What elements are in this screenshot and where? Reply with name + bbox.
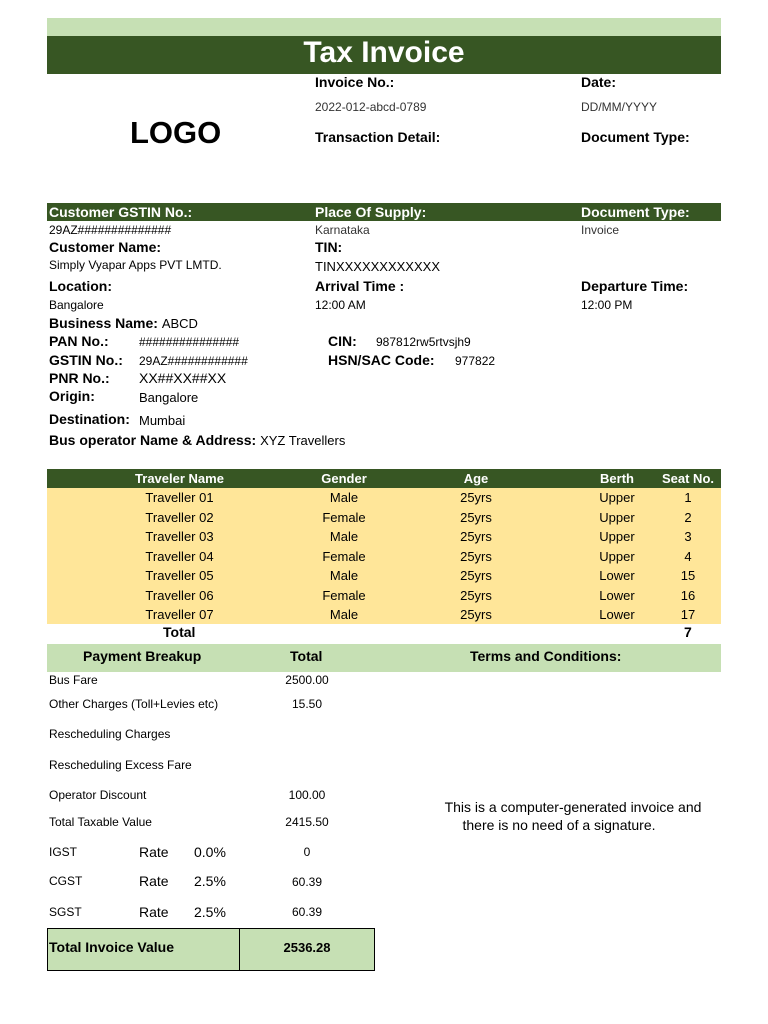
travelers-total-label: Total <box>163 624 196 640</box>
other-charges-value: 15.50 <box>291 697 323 711</box>
table-row <box>47 488 721 507</box>
header-age: Age <box>463 471 489 486</box>
sgst-value: 60.39 <box>291 905 323 919</box>
departure-time-label: Departure Time: <box>581 278 689 294</box>
other-charges-label: Other Charges (Toll+Levies etc) <box>49 697 219 711</box>
origin-value: Bangalore <box>139 390 199 405</box>
business-name-value: ABCD <box>161 316 198 331</box>
traveler-age-cell: 25yrs <box>460 587 492 603</box>
traveler-gender-cell: Male <box>329 529 359 544</box>
place-of-supply-label: Place Of Supply: <box>315 204 427 220</box>
place-of-supply-value: Karnataka <box>315 223 370 237</box>
traveler-name-cell: Traveller 05 <box>145 568 214 583</box>
destination-value: Mumbai <box>139 413 186 428</box>
customer-gstin-label: Customer GSTIN No.: <box>49 204 193 220</box>
tin-value: TINXXXXXXXXXXXX <box>315 259 440 274</box>
table-row <box>47 547 721 566</box>
traveler-berth-cell: Upper <box>599 490 635 505</box>
header-seat-no: Seat No. <box>661 471 714 486</box>
cin-label: CIN: <box>328 333 357 349</box>
pnr-no-value: XX##XX##XX <box>139 370 227 386</box>
traveler-age-cell: 25yrs <box>460 490 492 505</box>
traveler-berth-cell: Upper <box>599 548 635 564</box>
table-row <box>47 527 721 546</box>
header-berth: Berth <box>600 471 634 486</box>
traveler-gender-cell: Female <box>322 509 366 525</box>
igst-label: IGST <box>49 845 78 859</box>
bus-fare-label: Bus Fare <box>49 673 98 687</box>
customer-gstin-value: 29AZ############## <box>49 223 172 237</box>
hsn-sac-value: 977822 <box>455 354 496 368</box>
traveler-name-cell: Traveller 02 <box>145 509 214 525</box>
gstin-no-value: 29AZ############ <box>139 354 248 368</box>
traveler-name-cell: Traveller 07 <box>145 607 214 622</box>
bus-operator-label: Bus operator Name & Address: <box>49 432 257 448</box>
date-value: DD/MM/YYYY <box>581 100 658 114</box>
location-value: Bangalore <box>49 298 104 312</box>
total-taxable-value: 2415.50 <box>285 815 329 829</box>
traveler-name-cell: Traveller 03 <box>145 529 214 544</box>
cgst-value: 60.39 <box>291 875 323 889</box>
traveler-gender-cell: Male <box>329 607 359 622</box>
traveler-age-cell: 25yrs <box>460 607 492 622</box>
rescheduling-charges-label: Rescheduling Charges <box>49 727 171 741</box>
traveler-name-cell: Traveller 06 <box>145 587 214 603</box>
traveler-gender-cell: Female <box>322 587 366 603</box>
travelers-total-value: 7 <box>684 624 692 640</box>
payment-breakup-header: Payment Breakup <box>83 648 202 664</box>
traveler-berth-cell: Upper <box>599 529 635 544</box>
igst-rate: 0.0% <box>194 844 226 860</box>
traveler-gender-cell: Male <box>329 568 359 583</box>
sgst-rate: 2.5% <box>194 904 226 920</box>
traveler-seat-cell: 17 <box>680 607 696 622</box>
traveler-seat-cell: 4 <box>684 548 692 564</box>
total-invoice-label: Total Invoice Value <box>49 939 175 955</box>
total-taxable-label: Total Taxable Value <box>49 815 152 829</box>
logo: LOGO <box>130 115 222 150</box>
traveler-age-cell: 25yrs <box>460 548 492 564</box>
invoice-no-label: Invoice No.: <box>315 74 395 90</box>
hsn-sac-label: HSN/SAC Code: <box>328 352 435 368</box>
departure-time-value: 12:00 PM <box>581 298 633 312</box>
traveler-name-cell: Traveller 01 <box>145 490 214 505</box>
traveler-age-cell: 25yrs <box>460 568 492 583</box>
table-row <box>47 605 721 624</box>
header-top-bar <box>47 18 721 36</box>
date-label: Date: <box>581 74 617 90</box>
traveler-seat-cell: 1 <box>684 490 692 505</box>
igst-rate-label: Rate <box>139 844 169 860</box>
bus-operator <box>49 432 345 448</box>
bus-operator-value: XYZ Travellers <box>260 433 346 448</box>
traveler-seat-cell: 3 <box>684 529 692 544</box>
customer-name-value: Simply Vyapar Apps PVT LMTD. <box>49 258 222 272</box>
terms-text-line1: This is a computer-generated invoice and <box>444 799 702 815</box>
destination-label: Destination: <box>49 411 130 427</box>
traveler-gender-cell: Female <box>322 548 366 564</box>
traveler-berth-cell: Lower <box>599 607 635 622</box>
operator-discount-value: 100.00 <box>288 788 326 802</box>
document-type-label: Document Type: <box>581 204 690 220</box>
table-row <box>47 586 721 605</box>
sgst-label: SGST <box>49 905 82 919</box>
tin-label: TIN: <box>315 239 343 255</box>
traveler-berth-cell: Upper <box>599 509 635 525</box>
traveler-gender-cell: Male <box>329 490 359 505</box>
total-invoice-value: 2536.28 <box>283 940 331 955</box>
arrival-time-value: 12:00 AM <box>315 298 366 312</box>
origin-label: Origin: <box>49 388 95 404</box>
document-type-value: Invoice <box>581 223 620 237</box>
document-type-top-label: Document Type: <box>581 129 690 145</box>
header-traveler-name: Traveler Name <box>135 471 224 486</box>
invoice-no-value: 2022-012-abcd-0789 <box>315 100 427 114</box>
transaction-detail-label: Transaction Detail: <box>315 129 441 145</box>
traveler-berth-cell: Lower <box>599 587 635 603</box>
traveler-berth-cell: Lower <box>599 568 635 583</box>
gstin-no-label: GSTIN No.: <box>49 352 123 368</box>
payment-total-header: Total <box>290 648 323 664</box>
traveler-name-cell: Traveller 04 <box>145 548 214 564</box>
table-row <box>47 508 721 527</box>
header-gender: Gender <box>321 471 367 486</box>
traveler-age-cell: 25yrs <box>460 529 492 544</box>
pan-no-label: PAN No.: <box>49 333 109 349</box>
customer-name-label: Customer Name: <box>49 239 162 255</box>
terms-text-line2: there is no need of a signature. <box>462 817 656 833</box>
business-name-label: Business Name: <box>49 315 158 331</box>
cgst-label: CGST <box>49 874 83 888</box>
pan-no-value: ############### <box>139 335 240 349</box>
operator-discount-label: Operator Discount <box>49 788 147 802</box>
rescheduling-excess-label: Rescheduling Excess Fare <box>49 758 192 772</box>
pnr-no-label: PNR No.: <box>49 370 110 386</box>
cgst-rate-label: Rate <box>139 873 169 889</box>
page-title: Tax Invoice <box>303 36 465 69</box>
table-row <box>47 566 721 585</box>
arrival-time-label: Arrival Time : <box>315 278 405 294</box>
traveler-seat-cell: 2 <box>684 509 692 525</box>
location-label: Location: <box>49 278 112 294</box>
traveler-age-cell: 25yrs <box>460 509 492 525</box>
sgst-rate-label: Rate <box>139 904 169 920</box>
business-name <box>49 315 198 331</box>
igst-value: 0 <box>303 845 311 859</box>
travelers-table-header <box>47 469 721 488</box>
cin-value: 987812rw5rtvsjh9 <box>376 335 471 349</box>
traveler-seat-cell: 15 <box>680 568 696 583</box>
bus-fare-value: 2500.00 <box>285 673 329 687</box>
cgst-rate: 2.5% <box>194 873 226 889</box>
terms-header: Terms and Conditions: <box>470 648 622 664</box>
traveler-seat-cell: 16 <box>680 587 696 603</box>
